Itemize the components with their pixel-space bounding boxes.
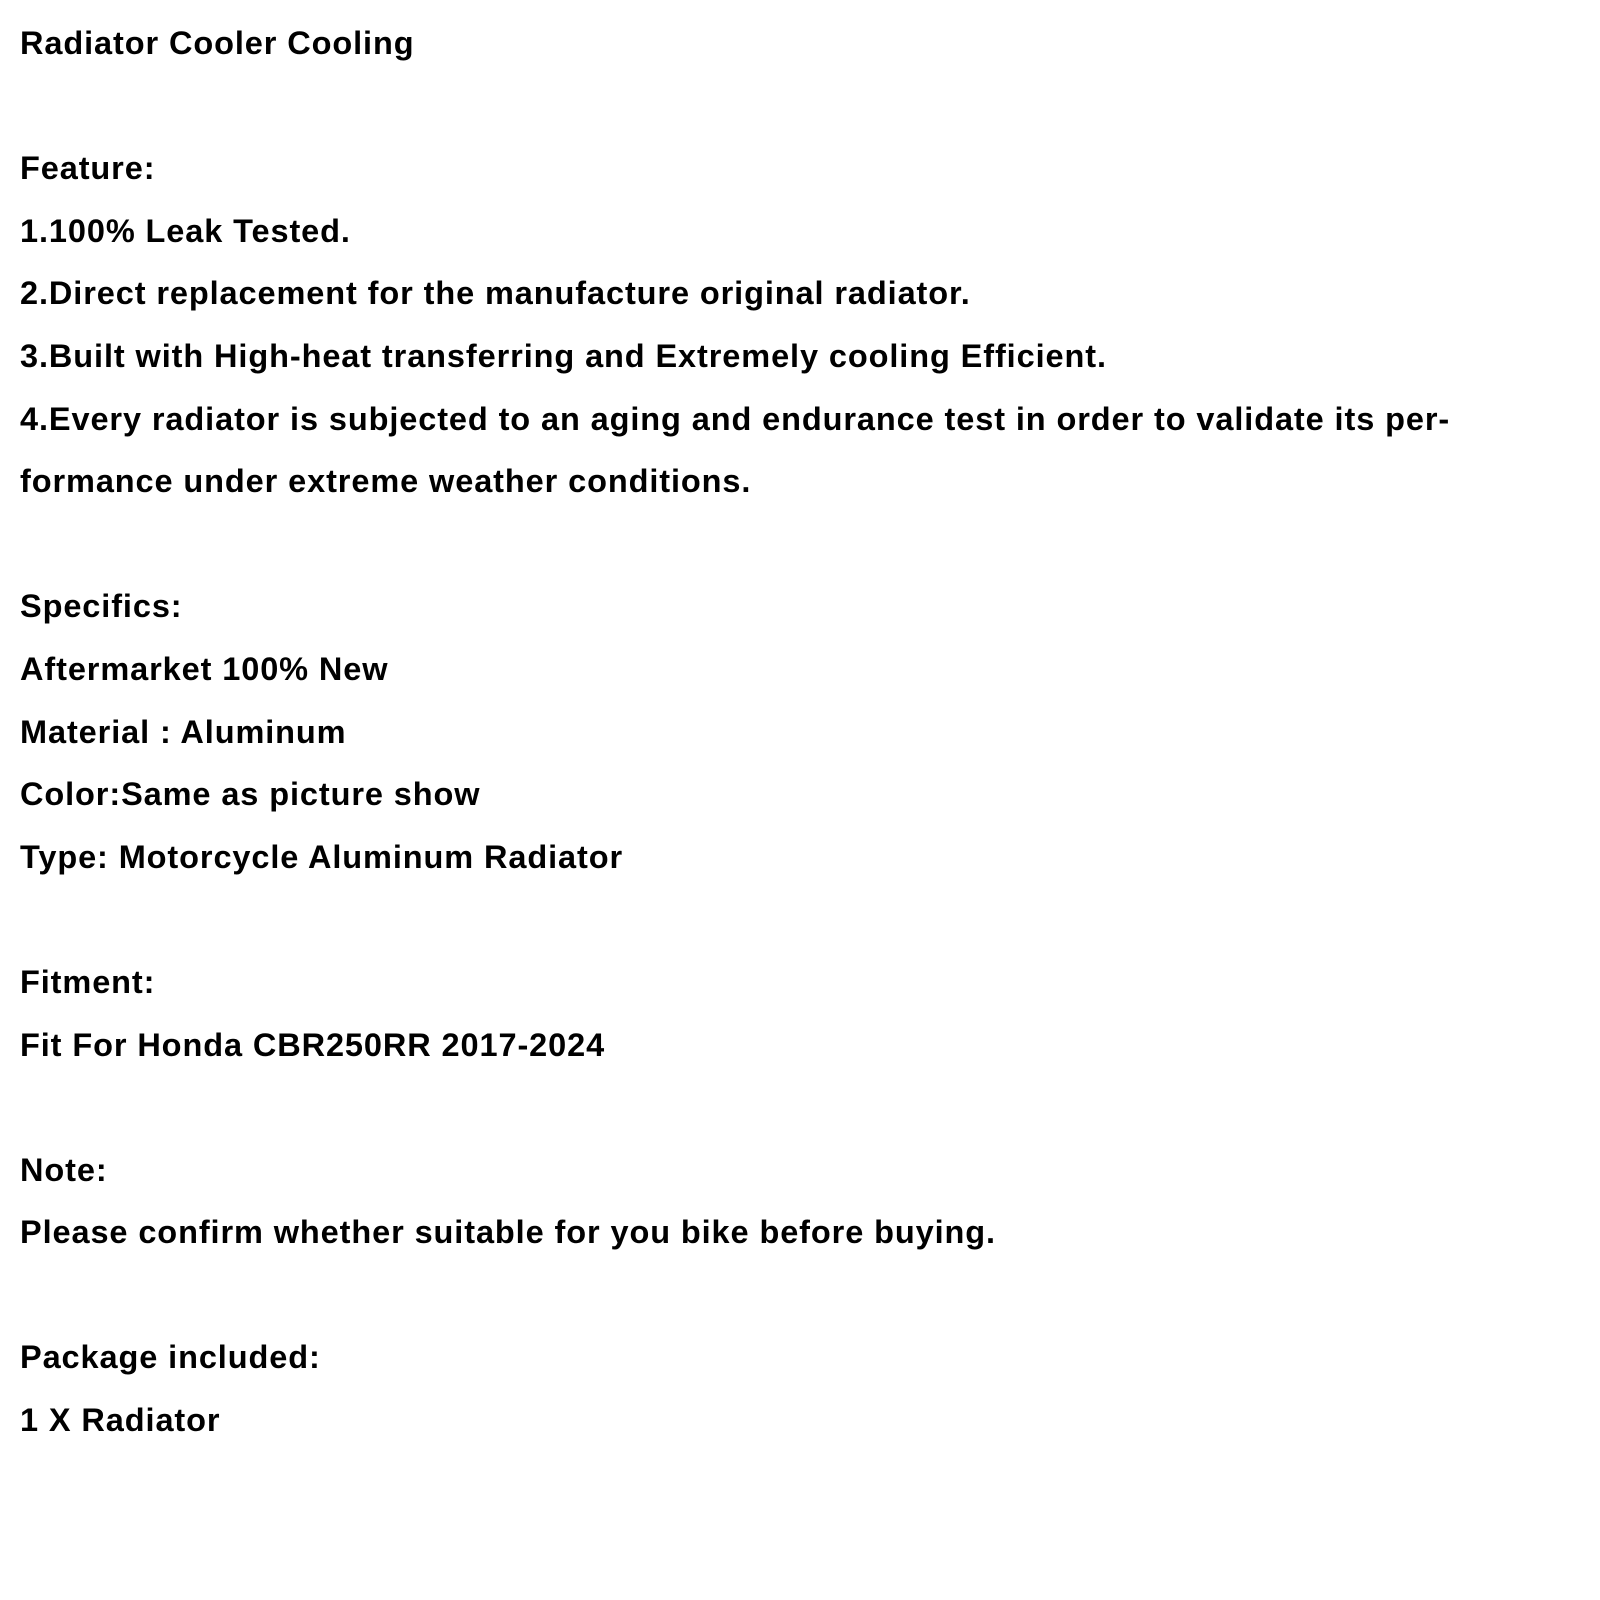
specifics-item: Color:Same as picture show [20, 776, 481, 813]
product-description [20, 12, 1580, 1452]
note-item: Please confirm whether suitable for you bike before buying. [20, 1214, 996, 1251]
feature-item: 2.Direct replacement for the manufacture original radiator. [20, 275, 971, 312]
document-title: Radiator Cooler Cooling [20, 25, 415, 61]
specifics-item: Material : Aluminum [20, 713, 347, 750]
package-heading: Package included: [20, 1339, 321, 1376]
spacer [20, 1076, 1580, 1139]
specifics-heading: Specifics: [20, 588, 183, 625]
specifics-item: Aftermarket 100% New [20, 650, 389, 687]
fitment-item: Fit For Honda CBR250RR 2017-2024 [20, 1026, 606, 1063]
spacer [20, 75, 1580, 138]
feature-item: 4.Every radiator is subjected to an aging and endurance test in order to validate its per- [20, 400, 1451, 437]
feature-item: 3.Built with High-heat transferring and Extremely cooling Efficient. [20, 337, 1107, 374]
spacer [20, 888, 1580, 951]
spacer [20, 1264, 1580, 1327]
feature-item-continuation: formance under extreme weather conditions. [20, 463, 752, 500]
note-heading: Note: [20, 1151, 108, 1188]
package-item: 1 X Radiator [20, 1402, 221, 1439]
feature-heading: Feature: [20, 150, 156, 187]
spacer [20, 513, 1580, 576]
specifics-item: Type: Motorcycle Aluminum Radiator [20, 838, 624, 875]
fitment-heading: Fitment: [20, 963, 156, 1000]
feature-item: 1.100% Leak Tested. [20, 212, 351, 249]
